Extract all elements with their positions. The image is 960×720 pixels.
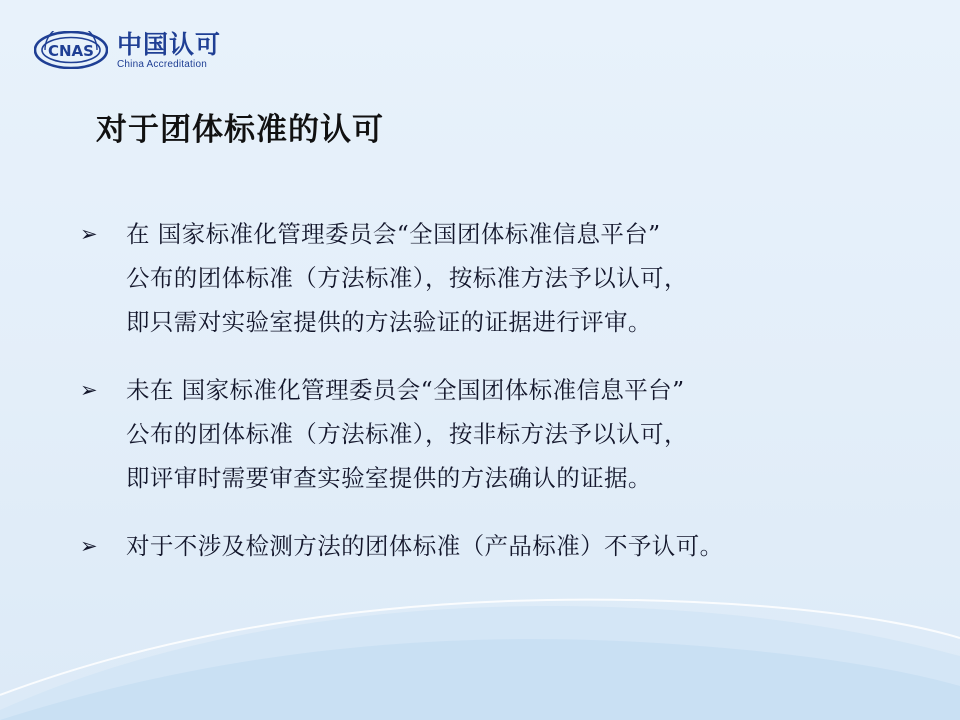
list-item bbox=[72, 524, 902, 568]
cnas-logo bbox=[34, 30, 221, 70]
cnas-emblem-icon bbox=[34, 31, 108, 69]
bullet-arrow-icon: ➢ bbox=[80, 222, 98, 246]
page-title: 对于团体标准的认可 bbox=[96, 112, 384, 148]
bullet-text: 对于不涉及检测方法的团体标准（产品标准）不予认可。 bbox=[126, 532, 724, 560]
bullet-list bbox=[72, 212, 902, 568]
logo-english-name: China Accreditation bbox=[117, 59, 207, 70]
bullet-arrow-icon: ➢ bbox=[80, 534, 98, 558]
logo-wordmark bbox=[117, 30, 221, 70]
logo-chinese-name: 中国认可 bbox=[117, 30, 222, 59]
decorative-swoosh bbox=[0, 560, 960, 720]
svg-text:CNAS: CNAS bbox=[48, 42, 94, 60]
bullet-text: 在 国家标准化管理委员会“全国团体标准信息平台” 公布的团体标准（方法标准），按标准方法予以认可， 即只需对实验室提供的方法验证的证据进行评审。 bbox=[126, 220, 688, 336]
bullet-text: 未在 国家标准化管理委员会“全国团体标准信息平台” 公布的团体标准（方法标准），按非标方法予以认可， 即评审时需要审查实验室提供的方法确认的证据。 bbox=[126, 376, 688, 492]
list-item bbox=[72, 212, 902, 344]
bullet-arrow-icon: ➢ bbox=[80, 378, 98, 402]
list-item bbox=[72, 368, 902, 500]
